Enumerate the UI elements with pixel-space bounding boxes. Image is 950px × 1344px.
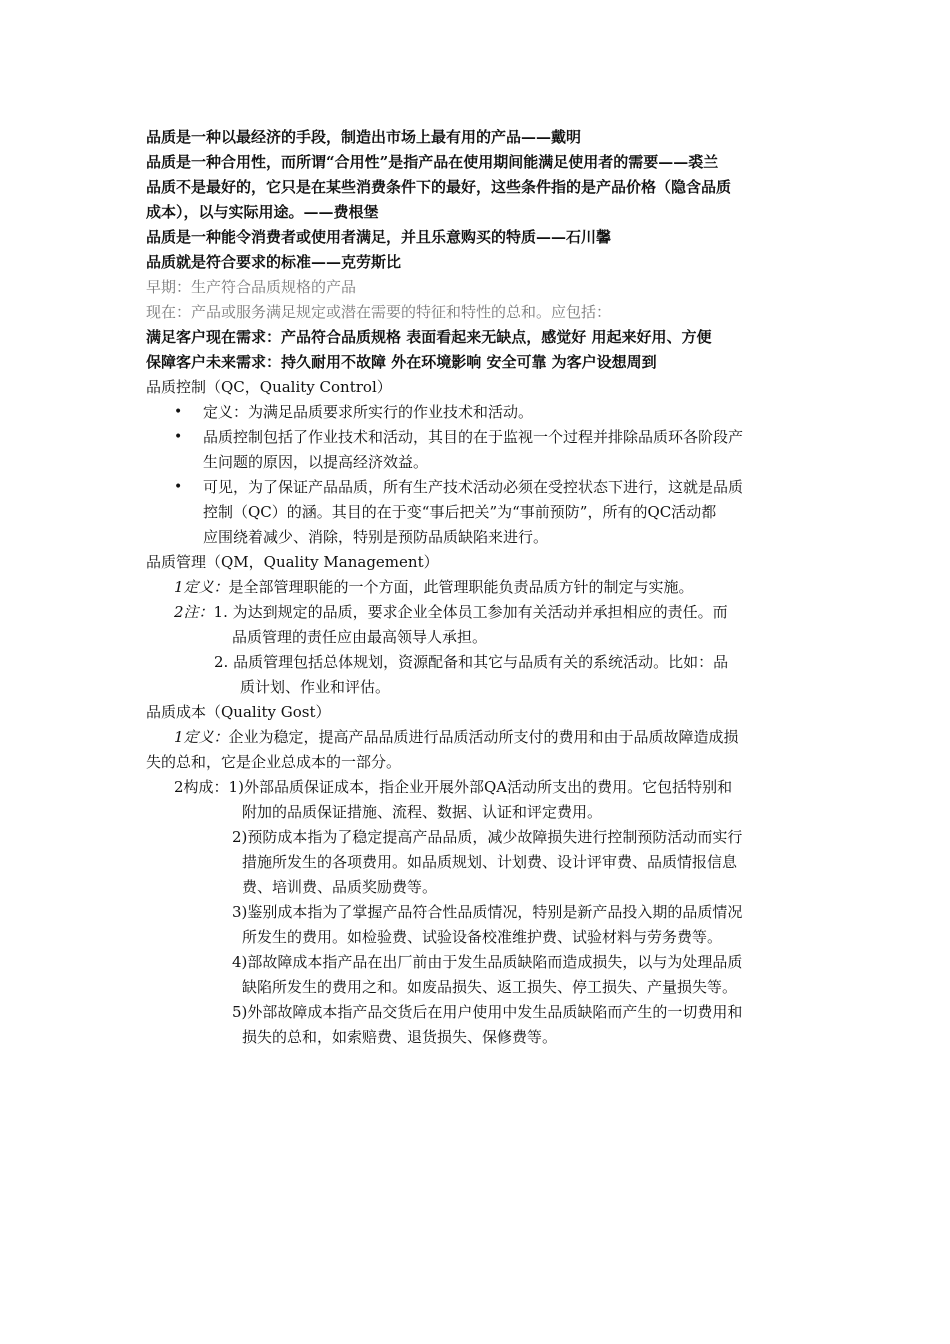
cost-definition-line2: 失的总和，它是企业总成本的一部分。: [146, 753, 402, 771]
bullet-icon: •: [174, 404, 183, 420]
qc-bullet-1: 定义：为满足品质要求所实行的作业技术和活动。: [203, 403, 534, 421]
qm-definition-text: 是全部管理职能的一个方面，此管理职能负责品质方针的制定与实施。: [228, 578, 694, 596]
qc-bullet-3-line1: 可见，为了保证产品品质，所有生产技术活动必须在受控状态下进行，这就是品质: [203, 478, 744, 496]
early-definition: 早期：生产符合品质规格的产品: [146, 278, 357, 296]
qc-bullet-2-line1: 品质控制包括了作业技术和活动，其目的在于监视一个过程并排除品质环各阶段产: [203, 428, 744, 446]
qm-note-2-line2: 质计划、作业和评估。: [240, 678, 391, 696]
qm-note-1-line2: 品质管理的责任应由最高领导人承担。: [232, 628, 488, 646]
current-definition: 现在：产品或服务满足规定或潜在需要的特征和特性的总和。应包括：: [146, 303, 612, 321]
cost-item-5-line1: 5)外部故障成本指产品交货后在用户使用中发生品质缺陷而产生的一切费用和: [232, 1003, 743, 1021]
quote-juran: 品质是一种合用性，而所谓“合用性”是指产品在使用期间能满足使用者的需要——裘兰: [146, 153, 719, 171]
cost-item-3-line1: 3)鉴别成本指为了掌握产品符合性品质情况，特别是新产品投入期的品质情况: [232, 903, 743, 921]
quote-ishikawa: 品质是一种能令消费者或使用者满足，并且乐意购买的特质——石川馨: [146, 228, 612, 246]
qc-bullet-3-line3: 应围绕着减少、消除，特别是预防品质缺陷来进行。: [203, 528, 549, 546]
qm-note-2-line1: 2. 品质管理包括总体规划，资源配备和其它与品质有关的系统活动。比如：品: [214, 653, 729, 671]
cost-item-2-line3: 费、培训费、品质奖励费等。: [242, 878, 438, 896]
qc-bullet-2-line2: 生问题的原因，以提高经济效益。: [203, 453, 429, 471]
qm-heading: 品质管理（QM，Quality Management）: [146, 553, 439, 571]
cost-item-4-line1: 4)部故障成本指产品在出厂前由于发生品质缺陷而造成损失，以与为处理品质: [232, 953, 743, 971]
qc-heading: 品质控制（QC，Quality Control）: [146, 378, 392, 396]
quote-crosby: 品质就是符合要求的标准——克劳斯比: [146, 253, 402, 271]
cost-item-4-line2: 缺陷所发生的费用之和。如废品损失、返工损失、停工损失、产量损失等。: [242, 978, 738, 996]
cost-item-1-line1: 2构成：1)外部品质保证成本，指企业开展外部QA活动所支出的费用。它包括特别和: [174, 778, 733, 796]
qm-note-1: [174, 603, 728, 621]
cost-item-2-line2: 措施所发生的各项费用。如品质规划、计划费、设计评审费、品质情报信息: [242, 853, 738, 871]
quote-feigenbaum-line2: 成本），以与实际用途。——费根堡: [146, 203, 379, 221]
cost-item-3-line2: 所发生的费用。如检验费、试验设备校准维护费、试验材料与劳务费等。: [242, 928, 723, 946]
cost-definition-text: 企业为稳定，提高产品品质进行品质活动所支付的费用和由于品质故障造成损: [228, 728, 739, 746]
cost-item-1-line2: 附加的品质保证措施、流程、数据、认证和评定费用。: [242, 803, 603, 821]
quote-feigenbaum-line1: 品质不是最好的，它只是在某些消费条件下的最好，这些条件指的是产品价格（隐含品质: [146, 178, 732, 196]
cost-definition-label: 1定义：: [174, 728, 229, 746]
qm-note-label: 2注：: [174, 603, 214, 621]
bullet-icon: •: [174, 479, 183, 495]
qc-bullet-3-line2: 控制（QC）的涵。其目的在于变“事后把关”为“事前预防”，所有的QC活动都: [203, 503, 717, 521]
qm-definition: [174, 578, 694, 596]
bullet-icon: •: [174, 429, 183, 445]
qm-definition-label: 1定义：: [174, 578, 229, 596]
cost-item-5-line2: 损失的总和，如索赔费、退货损失、保修费等。: [242, 1028, 558, 1046]
customer-future-needs: 保障客户未来需求：持久耐用不故障 外在环境影响 安全可靠 为客户设想周到: [146, 353, 657, 371]
cost-definition: [174, 728, 739, 746]
cost-heading: 品质成本（Quality Gost）: [146, 703, 331, 721]
cost-item-2-line1: 2)预防成本指为了稳定提高产品品质，减少故障损失进行控制预防活动而实行: [232, 828, 743, 846]
qm-note-1-line1: 1. 为达到规定的品质，要求企业全体员工参加有关活动并承担相应的责任。而: [213, 603, 728, 621]
customer-current-needs: 满足客户现在需求：产品符合品质规格 表面看起来无缺点，感觉好 用起来好用、方便: [146, 328, 712, 346]
quote-deming: 品质是一种以最经济的手段，制造出市场上最有用的产品——戴明: [146, 128, 582, 146]
